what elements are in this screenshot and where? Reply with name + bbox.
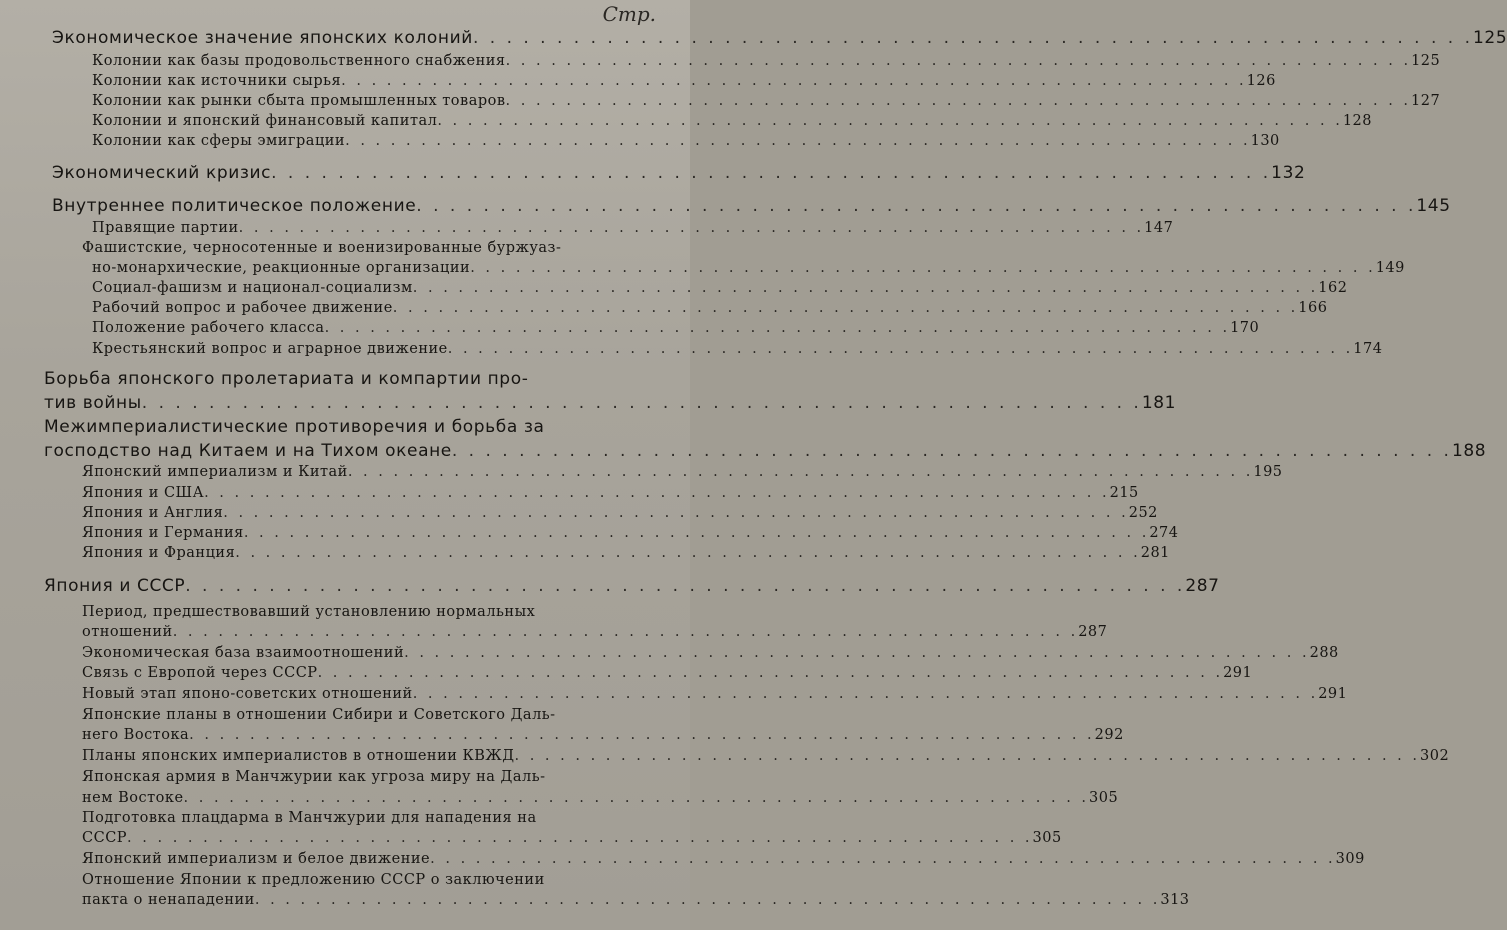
page-number: 291 (1318, 686, 1348, 702)
toc-subsection: Япония и США . . . . . . . . . . . . . . . . . . . . . . . . . . . . . . . . . . . . . . . . . . . . . . . . . . . . . . . . . . . . 215 (82, 485, 1139, 501)
toc-subsection: Новый этап японо-советских отношений . . . . . . . . . . . . . . . . . . . . . . . . . . . . . . . . . . . . . . . . . . . . . . . . . . . . . . . . . . . . 291 (82, 686, 1348, 702)
toc-subsection-line: Подготовка плацдарма в Манчжурии для нападения на (82, 810, 537, 826)
toc-subsection: Япония и Франция . . . . . . . . . . . . . . . . . . . . . . . . . . . . . . . . . . . . . . . . . . . . . . . . . . . . . . . . . . . . 281 (82, 545, 1170, 561)
toc-subsection: отношений . . . . . . . . . . . . . . . . . . . . . . . . . . . . . . . . . . . . . . . . . . . . . . . . . . . . . . . . . . . . 287 (82, 624, 1108, 640)
page-number: 287 (1185, 576, 1220, 596)
page-number: 188 (1451, 441, 1487, 461)
toc-subsection: Связь с Европой через СССР . . . . . . . . . . . . . . . . . . . . . . . . . . . . . . . . . . . . . . . . . . . . . . . . . . . . . . . . . . . . 291 (82, 665, 1253, 681)
page-number: 287 (1078, 624, 1108, 640)
toc-section: тив войны . . . . . . . . . . . . . . . . . . . . . . . . . . . . . . . . . . . . . . . . . . . . . . . . . . . . . . . . . . . . 181 (44, 393, 1177, 413)
page-number: 215 (1109, 485, 1139, 501)
page-number: 305 (1089, 790, 1119, 806)
page-number: 313 (1160, 892, 1190, 908)
toc-subsection: Колонии как рынки сбыта промышленных товаров . . . . . . . . . . . . . . . . . . . . . . . . . . . . . . . . . . . . . . . . . . . . . . . . . . . . . . . . . . . . 127 (92, 93, 1441, 109)
toc-subsection-line: Японская армия в Манчжурии как угроза миру на Даль- (82, 769, 546, 785)
page-number: 288 (1309, 645, 1339, 661)
page-number: 162 (1318, 280, 1348, 296)
toc-section: Внутреннее политическое положение . . . . . . . . . . . . . . . . . . . . . . . . . . . . . . . . . . . . . . . . . . . . . . . . . . . . . . . . . . . . 145 (52, 196, 1451, 216)
toc-subsection: но-монархические, реакционные организации . . . . . . . . . . . . . . . . . . . . . . . . . . . . . . . . . . . . . . . . . . . . . . . . . . . . . . . . . . . . 149 (92, 260, 1405, 276)
page-number: 130 (1250, 133, 1280, 149)
page-column-header: Стр. (602, 2, 656, 26)
page-number: 127 (1411, 93, 1441, 109)
page-number: 181 (1141, 393, 1177, 413)
toc-section: Экономическое значение японских колоний . . . . . . . . . . . . . . . . . . . . . . . . . . . . . . . . . . . . . . . . . . . . . . . . . . . . . . . . . . . . 125 (52, 28, 1507, 48)
page-number: 302 (1420, 748, 1450, 764)
toc-section: Япония и СССР . . . . . . . . . . . . . . . . . . . . . . . . . . . . . . . . . . . . . . . . . . . . . . . . . . . . . . . . . . . . 287 (44, 576, 1220, 596)
page-number: 305 (1032, 830, 1062, 846)
toc-subsection: Колонии как сферы эмиграции . . . . . . . . . . . . . . . . . . . . . . . . . . . . . . . . . . . . . . . . . . . . . . . . . . . . . . . . . . . . 130 (92, 133, 1280, 149)
toc-subsection: Крестьянский вопрос и аграрное движение . . . . . . . . . . . . . . . . . . . . . . . . . . . . . . . . . . . . . . . . . . . . . . . . . . . . . . . . . . . . 174 (92, 341, 1383, 357)
toc-subsection-line: Японские планы в отношении Сибири и Советского Даль- (82, 707, 556, 723)
toc-subsection: Правящие партии . . . . . . . . . . . . . . . . . . . . . . . . . . . . . . . . . . . . . . . . . . . . . . . . . . . . . . . . . . . . 147 (92, 220, 1174, 236)
toc-subsection: Колонии как базы продовольственного снабжения . . . . . . . . . . . . . . . . . . . . . . . . . . . . . . . . . . . . . . . . . . . . . . . . . . . . . . . . . . . . 125 (92, 53, 1441, 69)
toc-subsection: Положение рабочего класса . . . . . . . . . . . . . . . . . . . . . . . . . . . . . . . . . . . . . . . . . . . . . . . . . . . . . . . . . . . . 170 (92, 320, 1260, 336)
toc-subsection: нем Востоке . . . . . . . . . . . . . . . . . . . . . . . . . . . . . . . . . . . . . . . . . . . . . . . . . . . . . . . . . . . . 305 (82, 790, 1119, 806)
toc-subsection: Экономическая база взаимоотношений . . . . . . . . . . . . . . . . . . . . . . . . . . . . . . . . . . . . . . . . . . . . . . . . . . . . . . . . . . . . 288 (82, 645, 1339, 661)
toc-subsection: пакта о ненападении . . . . . . . . . . . . . . . . . . . . . . . . . . . . . . . . . . . . . . . . . . . . . . . . . . . . . . . . . . . . 313 (82, 892, 1190, 908)
page-number: 147 (1144, 220, 1174, 236)
toc-subsection: Колонии как источники сырья . . . . . . . . . . . . . . . . . . . . . . . . . . . . . . . . . . . . . . . . . . . . . . . . . . . . . . . . . . . . 126 (92, 73, 1276, 89)
toc-subsection-line: Период, предшествовавший установлению нормальных (82, 604, 536, 620)
page-number: 126 (1246, 73, 1276, 89)
page-number: 125 (1473, 28, 1507, 48)
page-number: 291 (1223, 665, 1253, 681)
page-number: 128 (1342, 113, 1373, 129)
toc-subsection: Колонии и японский финансовый капитал . . . . . . . . . . . . . . . . . . . . . . . . . . . . . . . . . . . . . . . . . . . . . . . . . . . . . . . . . . . . 128 (92, 113, 1373, 129)
page-number: 149 (1375, 260, 1405, 276)
page-number: 281 (1140, 545, 1170, 561)
toc-section-line: Межимпериалистические противоречия и борьба за (44, 417, 545, 437)
page-number: 274 (1149, 525, 1179, 541)
toc-subsection: Рабочий вопрос и рабочее движение . . . . . . . . . . . . . . . . . . . . . . . . . . . . . . . . . . . . . . . . . . . . . . . . . . . . . . . . . . . . 166 (92, 300, 1328, 316)
toc-subsection: Япония и Англия . . . . . . . . . . . . . . . . . . . . . . . . . . . . . . . . . . . . . . . . . . . . . . . . . . . . . . . . . . . . 252 (82, 505, 1158, 521)
page-number: 195 (1253, 464, 1283, 480)
page-number: 174 (1353, 341, 1383, 357)
toc-subsection: него Востока . . . . . . . . . . . . . . . . . . . . . . . . . . . . . . . . . . . . . . . . . . . . . . . . . . . . . . . . . . . . 292 (82, 727, 1124, 743)
toc-section-line: Борьба японского пролетариата и компартии про- (44, 369, 529, 389)
page-number: 292 (1094, 727, 1124, 743)
toc-subsection: Социал-фашизм и национал-социализм . . . . . . . . . . . . . . . . . . . . . . . . . . . . . . . . . . . . . . . . . . . . . . . . . . . . . . . . . . . . 162 (92, 280, 1348, 296)
toc-subsection-line: Отношение Японии к предложению СССР о заключении (82, 872, 545, 888)
toc-subsection: Японский империализм и Китай . . . . . . . . . . . . . . . . . . . . . . . . . . . . . . . . . . . . . . . . . . . . . . . . . . . . . . . . . . . . 195 (82, 464, 1283, 480)
page-number: 132 (1271, 163, 1306, 183)
page-number: 309 (1335, 851, 1365, 867)
toc-subsection-line: Фашистские, черносотенные и военизированные буржуаз- (82, 240, 562, 256)
toc-section: господство над Китаем и на Тихом океане . . . . . . . . . . . . . . . . . . . . . . . . . . . . . . . . . . . . . . . . . . . . . . . . . . . . . . . . . . . . 188 (44, 441, 1487, 461)
toc-subsection: Планы японских империалистов в отношении КВЖД . . . . . . . . . . . . . . . . . . . . . . . . . . . . . . . . . . . . . . . . . . . . . . . . . . . . . . . . . . . . 302 (82, 748, 1450, 764)
toc-subsection: СССР . . . . . . . . . . . . . . . . . . . . . . . . . . . . . . . . . . . . . . . . . . . . . . . . . . . . . . . . . . . . 305 (82, 830, 1062, 846)
page-number: 166 (1298, 300, 1328, 316)
page-number: 170 (1230, 320, 1260, 336)
toc-subsection: Япония и Германия . . . . . . . . . . . . . . . . . . . . . . . . . . . . . . . . . . . . . . . . . . . . . . . . . . . . . . . . . . . . 274 (82, 525, 1179, 541)
page-number: 252 (1128, 505, 1158, 521)
page-number: 125 (1411, 53, 1441, 69)
toc-subsection: Японский империализм и белое движение . . . . . . . . . . . . . . . . . . . . . . . . . . . . . . . . . . . . . . . . . . . . . . . . . . . . . . . . . . . . 309 (82, 851, 1365, 867)
page-number: 145 (1416, 196, 1451, 216)
toc-section: Экономический кризис . . . . . . . . . . . . . . . . . . . . . . . . . . . . . . . . . . . . . . . . . . . . . . . . . . . . . . . . . . . . 132 (52, 163, 1306, 183)
